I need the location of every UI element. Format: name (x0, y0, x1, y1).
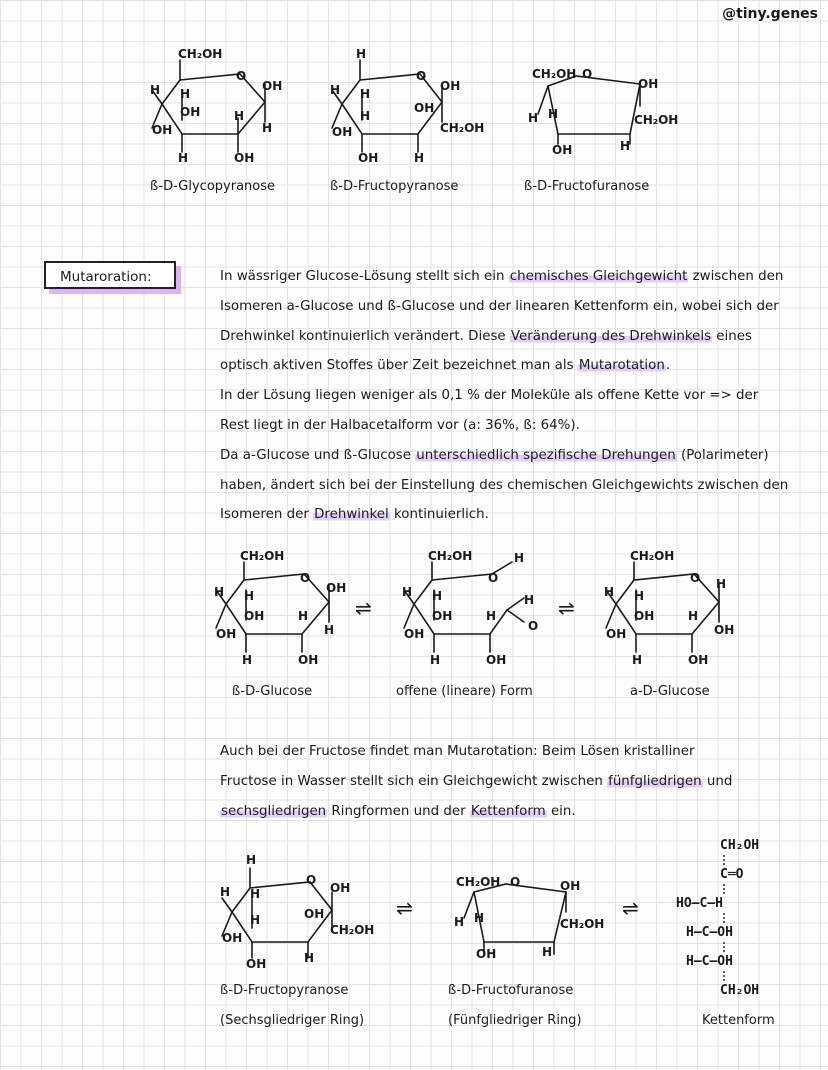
svg-text:O: O (488, 571, 499, 585)
text-segment: . (665, 358, 671, 374)
fructopyranose-structure (330, 40, 485, 170)
svg-text:O: O (690, 571, 701, 585)
text-line (220, 262, 788, 292)
svg-text:H: H (414, 151, 425, 165)
alpha-glucose-structure (604, 548, 744, 678)
svg-text:H: H (514, 551, 525, 565)
fructofuranose-structure (528, 58, 678, 168)
text-segment: Isomeren der (220, 507, 314, 523)
svg-text:CH₂OH: CH₂OH (456, 875, 501, 889)
svg-text:CH₂OH: CH₂OH (240, 549, 285, 563)
beta-glucose-structure (214, 548, 354, 678)
svg-text:CH₂OH: CH₂OH (440, 121, 485, 135)
svg-text:CH₂OH: CH₂OH (560, 917, 605, 931)
svg-text:H: H (542, 945, 553, 959)
text-segment: eines (712, 328, 752, 344)
chain-row-1: CH₂OH (720, 838, 760, 853)
fructopyranose-ring-structure (220, 850, 380, 980)
svg-text:H: H (524, 593, 535, 607)
svg-text:OH: OH (688, 653, 709, 667)
svg-text:CH₂OH: CH₂OH (178, 47, 223, 61)
text-line (220, 767, 732, 797)
svg-text:OH: OH (326, 581, 347, 595)
fructose-sub-1: (Sechsgliedriger Ring) (220, 1013, 365, 1028)
svg-text:H: H (250, 913, 261, 927)
svg-text:OH: OH (560, 879, 581, 893)
svg-text:O: O (582, 67, 593, 81)
chain-row-5: H—C—OH (686, 954, 733, 969)
svg-text:O: O (306, 873, 317, 887)
chain-row-2: C═O (720, 867, 744, 882)
svg-text:OH: OH (606, 627, 627, 641)
svg-text:H: H (528, 111, 539, 125)
highlight-term: chemisches Gleichgewicht (509, 269, 688, 284)
text-line (220, 471, 788, 501)
svg-text:O: O (236, 69, 247, 83)
chain-row-4: H—C—OH (686, 925, 733, 940)
svg-text:OH: OH (152, 123, 173, 137)
svg-text:H: H (632, 653, 643, 667)
svg-text:O: O (510, 875, 521, 889)
svg-text:OH: OH (304, 907, 325, 921)
highlight-term: sechsgliedrigen (221, 803, 327, 819)
equilibrium-arrow-3: ⇌ (396, 896, 413, 920)
svg-text:H: H (246, 853, 257, 867)
svg-text:CH₂OH: CH₂OH (532, 67, 577, 81)
svg-text:OH: OH (552, 143, 573, 157)
svg-text:H: H (178, 151, 189, 165)
text-line (220, 500, 788, 530)
svg-text:CH₂OH: CH₂OH (630, 549, 675, 563)
svg-text:O: O (416, 69, 427, 83)
chain-row-3: HO—C—H (676, 896, 723, 911)
svg-text:OH: OH (332, 125, 353, 139)
svg-text:CH₂OH: CH₂OH (428, 549, 473, 563)
svg-text:H: H (634, 589, 645, 603)
svg-text:OH: OH (234, 151, 255, 165)
svg-text:OH: OH (330, 881, 351, 895)
text-line (220, 797, 732, 827)
svg-text:H: H (150, 83, 161, 97)
text-segment: Ringformen und der (327, 803, 470, 819)
highlight-term: Mutarotation (578, 358, 665, 374)
svg-text:H: H (360, 87, 371, 101)
svg-text:OH: OH (298, 653, 319, 667)
text-segment: ein. (546, 803, 576, 819)
glycopyranose-structure (150, 40, 290, 170)
equilibrium-arrow-1: ⇌ (355, 596, 372, 620)
svg-text:OH: OH (414, 101, 435, 115)
text-line (220, 322, 788, 352)
fructose-caption-2: ß-D-Fructofuranose (448, 983, 574, 998)
svg-text:H: H (360, 109, 371, 123)
paragraph-fructose (220, 737, 732, 826)
svg-text:H: H (454, 915, 465, 929)
svg-text:H: H (356, 47, 367, 61)
fructose-caption-1: ß-D-Fructopyranose (220, 983, 349, 998)
equilibrium-arrow-2: ⇌ (558, 596, 575, 620)
text-segment: haben, ändert sich bei der Einstellung des chemischen Gleichgewichts zwischen den (220, 477, 789, 493)
section-label: Mutaroration: (44, 261, 176, 289)
svg-text:OH: OH (404, 627, 425, 641)
svg-text:H: H (242, 653, 253, 667)
text-segment: In der Lösung liegen weniger als 0,1 % der Moleküle als offene Kette vor => der (220, 388, 759, 404)
svg-text:OH: OH (440, 79, 461, 93)
svg-text:H: H (548, 107, 559, 121)
svg-text:OH: OH (262, 79, 283, 93)
text-segment: Auch bei der Fructose findet man Mutarotation: Beim Lösen kristalliner (220, 744, 695, 759)
svg-text:H: H (298, 609, 309, 623)
svg-text:H: H (604, 585, 615, 599)
svg-text:OH: OH (638, 77, 659, 91)
top-caption-1: ß-D-Glycopyranose (150, 179, 275, 194)
svg-text:H: H (432, 589, 443, 603)
svg-text:O: O (300, 571, 311, 585)
svg-text:H: H (430, 653, 441, 667)
svg-text:H: H (486, 609, 497, 623)
svg-text:H: H (474, 911, 485, 925)
text-line (220, 381, 788, 411)
svg-text:OH: OH (634, 609, 655, 623)
text-segment: Fructose in Wasser stellt sich ein Gleichgewicht zwischen (220, 773, 608, 789)
svg-text:H: H (250, 887, 261, 901)
svg-text:OH: OH (486, 653, 507, 667)
author-handle: @tiny.genes (722, 6, 818, 22)
text-segment: und (702, 773, 733, 789)
svg-text:H: H (330, 83, 341, 97)
svg-text:H: H (324, 623, 335, 637)
text-segment: optisch aktiven Stoffes über Zeit bezeichnet man als (220, 358, 578, 374)
fructofuranose-ring-structure (454, 866, 614, 976)
svg-text:OH: OH (222, 931, 243, 945)
text-segment: zwischen den (688, 269, 784, 284)
highlight-term: fünfgliedrigen (608, 773, 702, 789)
svg-text:H: H (620, 139, 631, 153)
svg-text:OH: OH (246, 957, 267, 971)
text-line (220, 441, 788, 471)
svg-text:OH: OH (476, 947, 497, 961)
svg-text:OH: OH (180, 105, 201, 119)
text-segment: kontinuierlich. (389, 507, 489, 523)
text-segment: Drehwinkel kontinuierlich verändert. Diese (220, 328, 510, 344)
svg-text:H: H (716, 577, 727, 591)
text-line (220, 292, 788, 322)
svg-text:CH₂OH: CH₂OH (330, 923, 375, 937)
svg-text:H: H (262, 121, 273, 135)
glucose-caption-2: offene (lineare) Form (396, 684, 533, 699)
svg-text:O: O (528, 619, 539, 633)
highlight-term: unterschiedlich spezifische Drehungen (416, 447, 676, 463)
open-chain-glucose-structure (402, 548, 552, 678)
svg-text:H: H (688, 609, 699, 623)
text-segment: In wässriger Glucose-Lösung stellt sich ein (220, 269, 509, 284)
svg-text:OH: OH (432, 609, 453, 623)
chain-row-6: CH₂OH (720, 983, 760, 998)
svg-text:H: H (402, 585, 413, 599)
text-line (220, 737, 732, 767)
text-line (220, 351, 788, 381)
glucose-caption-3: a-D-Glucose (630, 684, 710, 699)
svg-text:H: H (304, 951, 315, 965)
svg-text:H: H (214, 585, 225, 599)
text-segment: Da a-Glucose und ß-Glucose (220, 447, 416, 463)
equilibrium-arrow-4: ⇌ (622, 896, 639, 920)
glucose-caption-1: ß-D-Glucose (232, 684, 313, 699)
svg-text:H: H (244, 589, 255, 603)
fructose-caption-3: Kettenform (702, 1013, 775, 1028)
highlight-term: Kettenform (470, 803, 546, 819)
svg-text:OH: OH (244, 609, 265, 623)
svg-text:OH: OH (714, 623, 735, 637)
highlight-term: Drehwinkel (314, 507, 389, 523)
top-caption-2: ß-D-Fructopyranose (330, 179, 459, 194)
svg-text:OH: OH (216, 627, 237, 641)
text-segment: Isomeren a-Glucose und ß-Glucose und der linearen Kettenform ein, wobei sich der (220, 298, 779, 314)
svg-text:CH₂OH: CH₂OH (634, 113, 679, 127)
paragraph-mutarotation (220, 262, 788, 530)
text-segment: Rest liegt in der Halbacetalform vor (a: 36%, ß: 64%). (220, 417, 580, 433)
svg-text:H: H (220, 885, 231, 899)
svg-text:OH: OH (358, 151, 379, 165)
text-segment: (Polarimeter) (676, 447, 769, 463)
svg-text:H: H (234, 109, 245, 123)
svg-text:H: H (180, 87, 191, 101)
text-line (220, 411, 788, 441)
highlight-term: Veränderung des Drehwinkels (510, 328, 712, 344)
fructose-sub-2: (Fünfgliedriger Ring) (448, 1013, 582, 1028)
top-caption-3: ß-D-Fructofuranose (524, 179, 650, 194)
